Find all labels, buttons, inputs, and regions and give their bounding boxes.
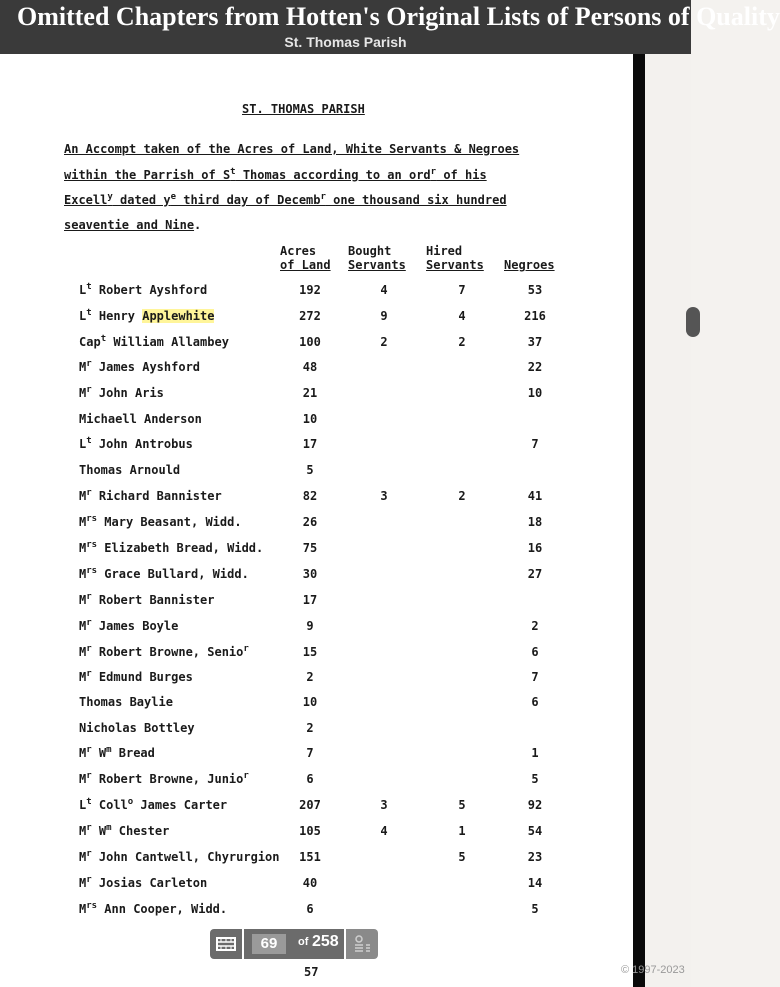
acres-cell: 21 bbox=[302, 386, 318, 400]
intro-line-3: Excell$^y$ dated $y^e$ third day of Decemb$^r$ one thousand six hundred bbox=[64, 192, 507, 207]
person-name: $M^r$ $W^m$ Bread bbox=[79, 745, 155, 760]
table-row bbox=[0, 619, 633, 639]
acres-cell: 105 bbox=[299, 824, 321, 838]
page-edge bbox=[633, 54, 645, 987]
person-name: $M^{rs}$ Mary Beasant, Widd. bbox=[79, 514, 242, 529]
table-row bbox=[0, 335, 633, 355]
person-name: $M^r$ Robert Bannister bbox=[79, 592, 215, 607]
acres-cell: 75 bbox=[302, 541, 318, 555]
acres-cell: 6 bbox=[306, 772, 314, 786]
table-row bbox=[0, 721, 633, 741]
bought-servants-cell: 3 bbox=[380, 798, 388, 812]
table-row bbox=[0, 850, 633, 870]
table-row bbox=[0, 695, 633, 715]
person-name: Michaell Anderson bbox=[79, 412, 202, 426]
table-row bbox=[0, 670, 633, 690]
person-name: Cap$^t$ William Allambey bbox=[79, 334, 229, 349]
acres-cell: 7 bbox=[306, 746, 314, 760]
negroes-cell: 14 bbox=[527, 876, 543, 890]
acres-cell: 10 bbox=[302, 412, 318, 426]
bought-servants-cell: 3 bbox=[380, 489, 388, 503]
person-name: Nicholas Bottley bbox=[79, 721, 195, 735]
table-row bbox=[0, 437, 633, 457]
sidebar-toggle-button[interactable] bbox=[346, 929, 378, 959]
negroes-cell: 53 bbox=[527, 283, 543, 297]
page-navigator bbox=[210, 929, 378, 959]
acres-cell: 6 bbox=[306, 902, 314, 916]
hired-servants-cell: 5 bbox=[458, 850, 466, 864]
table-row bbox=[0, 567, 633, 587]
table-row bbox=[0, 876, 633, 896]
sidebar-toggle-icon bbox=[346, 929, 378, 959]
negroes-cell: 7 bbox=[531, 437, 539, 451]
person-name: $L^t$ John Antrobus bbox=[79, 436, 193, 451]
negroes-cell: 2 bbox=[531, 619, 539, 633]
person-name: $M^r$ James Ayshford bbox=[79, 359, 201, 374]
person-name: $M^r$ Robert Browne, Senio$^r$ bbox=[79, 644, 249, 659]
negroes-cell: 27 bbox=[527, 567, 543, 581]
person-name: $L^t$ Coll$^o$ James Carter bbox=[79, 797, 228, 812]
acres-cell: 5 bbox=[306, 463, 314, 477]
page-subtitle: St. Thomas Parish bbox=[284, 34, 407, 50]
acres-cell: 9 bbox=[306, 619, 314, 633]
acres-cell: 17 bbox=[302, 593, 318, 607]
bought-servants-cell: 4 bbox=[380, 824, 388, 838]
acres-cell: 48 bbox=[302, 360, 318, 374]
person-name: $M^r$ John Cantwell, Chyrurgion bbox=[79, 849, 280, 864]
person-name: $L^t$ Henry Applewhite bbox=[79, 308, 215, 323]
hired-servants-cell: 4 bbox=[458, 309, 466, 323]
person-name: $M^r$ $W^m$ Chester bbox=[79, 823, 170, 838]
hired-servants-cell: 2 bbox=[458, 335, 466, 349]
table-row bbox=[0, 798, 633, 818]
negroes-cell: 92 bbox=[527, 798, 543, 812]
intro-line-1: An Accompt taken of the Acres of Land, White Servants & Negroes bbox=[64, 142, 520, 156]
person-name: $M^r$ Edmund Burges bbox=[79, 669, 193, 684]
table-row bbox=[0, 541, 633, 561]
hired-servants-cell: 1 bbox=[458, 824, 466, 838]
column-header-bought: Bought Servants bbox=[348, 244, 406, 272]
intro-line-2: within the Parrish of $S^t$ Thomas according to an ord$^r$ of his bbox=[64, 167, 487, 182]
table-row bbox=[0, 309, 633, 329]
page-number: 57 bbox=[304, 965, 319, 979]
acres-cell: 2 bbox=[306, 721, 314, 735]
table-row bbox=[0, 824, 633, 844]
column-header-negroes: Negroes bbox=[504, 258, 555, 272]
negroes-cell: 7 bbox=[531, 670, 539, 684]
table-row bbox=[0, 772, 633, 792]
side-panel bbox=[645, 54, 691, 987]
person-name: $M^r$ Robert Browne, Junio$^r$ bbox=[79, 771, 249, 786]
acres-cell: 100 bbox=[299, 335, 321, 349]
film-strip-icon bbox=[210, 929, 242, 959]
hired-servants-cell: 7 bbox=[458, 283, 466, 297]
bought-servants-cell: 2 bbox=[380, 335, 388, 349]
table-row bbox=[0, 746, 633, 766]
table-row bbox=[0, 360, 633, 380]
intro-line-4: seaventie and Nine. bbox=[64, 218, 202, 232]
document-title: ST. THOMAS PARISH bbox=[242, 102, 365, 116]
table-row bbox=[0, 463, 633, 483]
acres-cell: 40 bbox=[302, 876, 318, 890]
table-row bbox=[0, 645, 633, 665]
header-bar bbox=[0, 0, 780, 54]
hired-servants-cell: 5 bbox=[458, 798, 466, 812]
bought-servants-cell: 9 bbox=[380, 309, 388, 323]
table-row bbox=[0, 902, 633, 922]
acres-cell: 2 bbox=[306, 670, 314, 684]
acres-cell: 30 bbox=[302, 567, 318, 581]
page-of-label: of bbox=[298, 936, 309, 948]
person-name: $M^r$ James Boyle bbox=[79, 618, 179, 633]
acres-cell: 192 bbox=[299, 283, 321, 297]
negroes-cell: 16 bbox=[527, 541, 543, 555]
page-title: Omitted Chapters from Hotten's Original Lists of Persons of Quality bbox=[17, 2, 780, 31]
person-name: $M^{rs}$ Elizabeth Bread, Widd. bbox=[79, 540, 264, 555]
acres-cell: 15 bbox=[302, 645, 318, 659]
current-page-input[interactable]: 69 bbox=[252, 934, 286, 954]
person-name: $M^{rs}$ Grace Bullard, Widd. bbox=[79, 566, 249, 581]
acres-cell: 207 bbox=[299, 798, 321, 812]
person-name: $M^{rs}$ Ann Cooper, Widd. bbox=[79, 901, 228, 916]
bought-servants-cell: 4 bbox=[380, 283, 388, 297]
person-name: Thomas Arnould bbox=[79, 463, 181, 477]
acres-cell: 26 bbox=[302, 515, 318, 529]
negroes-cell: 41 bbox=[527, 489, 543, 503]
table-row bbox=[0, 283, 633, 303]
total-pages: 258 bbox=[312, 933, 339, 950]
negroes-cell: 37 bbox=[527, 335, 543, 349]
acres-cell: 272 bbox=[299, 309, 321, 323]
acres-cell: 10 bbox=[302, 695, 318, 709]
acres-cell: 17 bbox=[302, 437, 318, 451]
thumbnails-button[interactable] bbox=[210, 929, 242, 959]
negroes-cell: 1 bbox=[531, 746, 539, 760]
person-name: $M^r$ Richard Bannister bbox=[79, 488, 222, 503]
table-row bbox=[0, 386, 633, 406]
table-row bbox=[0, 515, 633, 535]
negroes-cell: 6 bbox=[531, 645, 539, 659]
search-highlight: Applewhite bbox=[142, 309, 215, 323]
negroes-cell: 54 bbox=[527, 824, 543, 838]
table-row bbox=[0, 412, 633, 432]
column-header-acres: Acres of Land bbox=[280, 244, 331, 272]
negroes-cell: 18 bbox=[527, 515, 543, 529]
person-name: $M^r$ Josias Carleton bbox=[79, 875, 208, 890]
page-selector bbox=[244, 929, 344, 959]
column-header-hired: Hired Servants bbox=[426, 244, 484, 272]
table-row bbox=[0, 489, 633, 509]
hired-servants-cell: 2 bbox=[458, 489, 466, 503]
negroes-cell: 23 bbox=[527, 850, 543, 864]
person-name: $M^r$ John Aris bbox=[79, 385, 164, 400]
negroes-cell: 10 bbox=[527, 386, 543, 400]
table-row bbox=[0, 593, 633, 613]
negroes-cell: 5 bbox=[531, 902, 539, 916]
negroes-cell: 216 bbox=[524, 309, 546, 323]
side-panel-handle[interactable] bbox=[686, 307, 700, 337]
person-name: $L^t$ Robert Ayshford bbox=[79, 282, 208, 297]
acres-cell: 151 bbox=[299, 850, 321, 864]
person-name: Thomas Baylie bbox=[79, 695, 173, 709]
negroes-cell: 22 bbox=[527, 360, 543, 374]
copyright-notice: © 1997-2023 bbox=[621, 964, 685, 976]
negroes-cell: 5 bbox=[531, 772, 539, 786]
negroes-cell: 6 bbox=[531, 695, 539, 709]
acres-cell: 82 bbox=[302, 489, 318, 503]
